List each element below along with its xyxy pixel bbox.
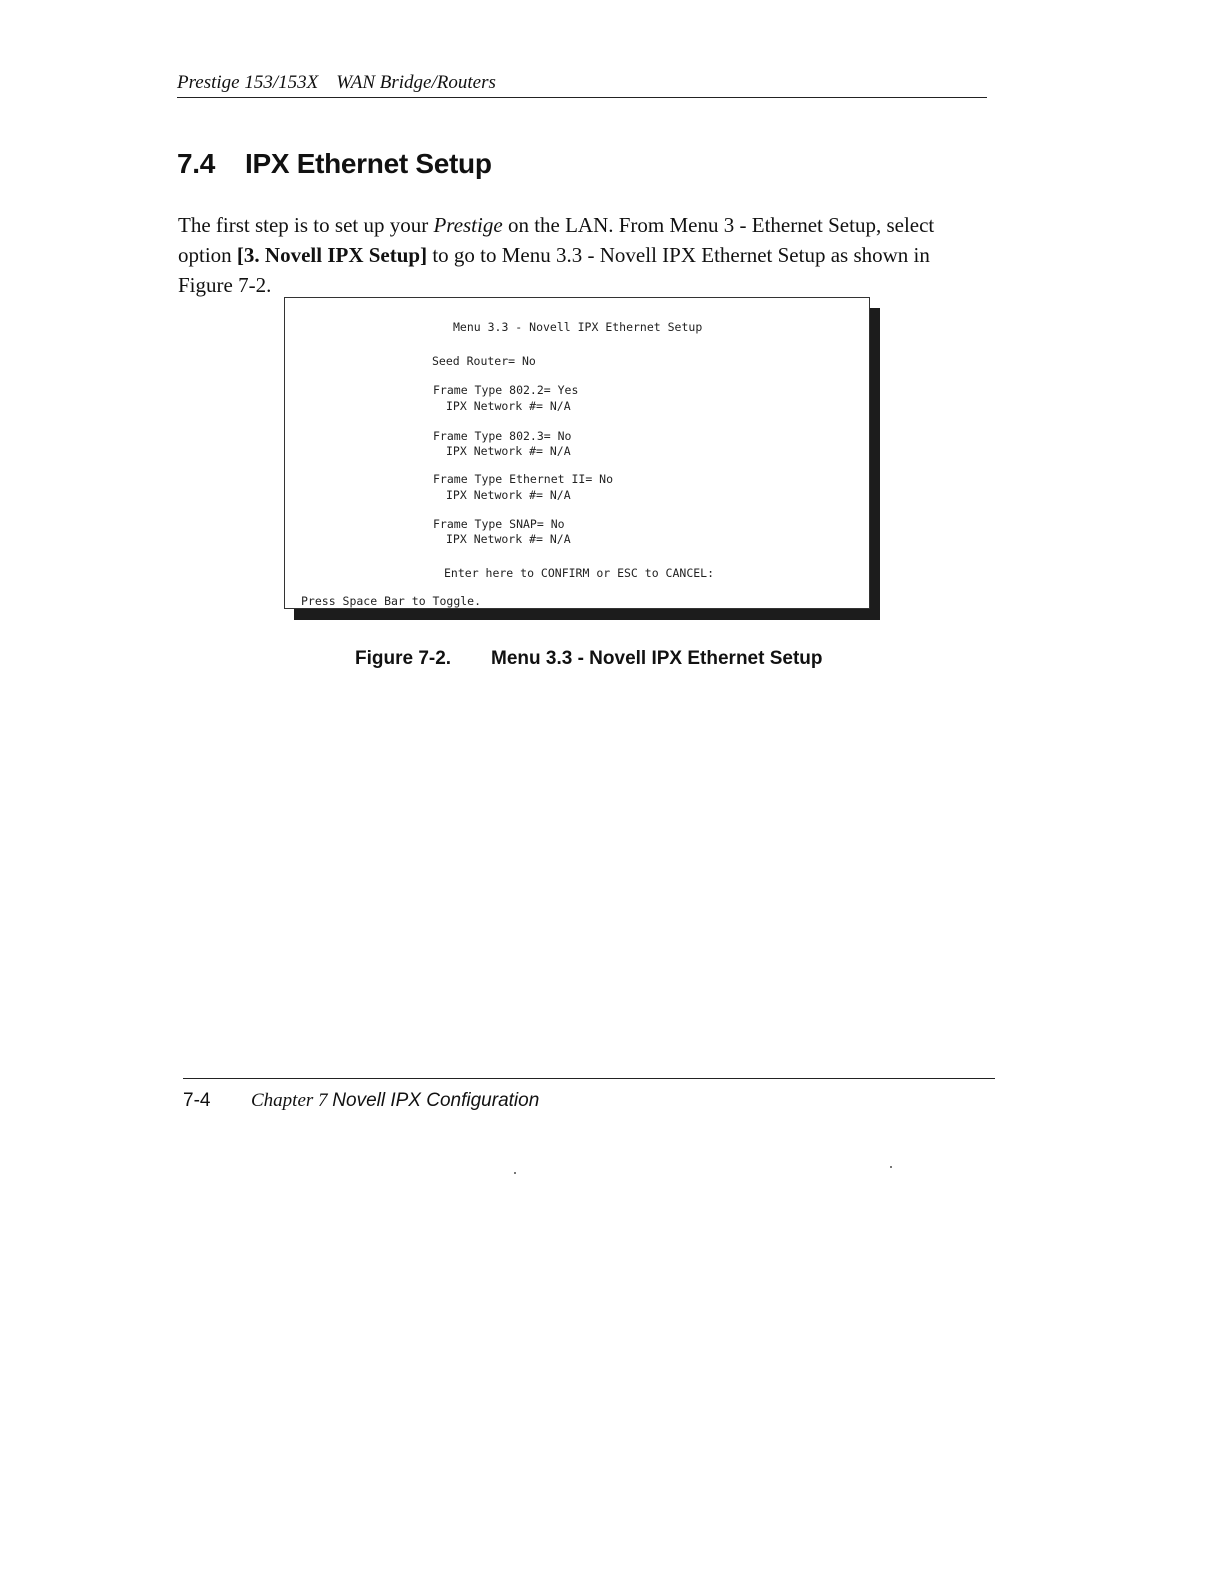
ipx-network-8022-field: IPX Network #= N/A — [446, 399, 571, 413]
menu-screen — [284, 297, 870, 609]
header-subtitle: WAN Bridge/Routers — [336, 72, 496, 93]
intro-text-3: to go to Menu 3.3 - Novell IPX Ethernet Setup as shown in Figure 7-2. — [178, 243, 930, 297]
scan-speck — [890, 1166, 892, 1168]
running-footer — [183, 1090, 539, 1112]
confirm-prompt: Enter here to CONFIRM or ESC to CANCEL: — [444, 566, 715, 580]
frame-type-ethernet-ii-field: Frame Type Ethernet II= No — [433, 472, 614, 486]
intro-text-2: on the LAN. From Menu 3 - Ethernet Setup, select option — [178, 213, 935, 267]
section-title: IPX Ethernet Setup — [245, 148, 492, 179]
frame-type-snap-field: Frame Type SNAP= No — [433, 517, 565, 531]
ipx-network-snap-field: IPX Network #= N/A — [446, 532, 571, 546]
intro-text-1: The first step is to set up your — [178, 213, 434, 237]
section-number: 7.4 — [177, 148, 216, 179]
intro-product-name: Prestige — [433, 213, 503, 237]
frame-type-8022-field: Frame Type 802.2= Yes — [433, 383, 579, 397]
section-heading — [177, 148, 492, 180]
toggle-hint: Press Space Bar to Toggle. — [301, 594, 482, 608]
seed-router-field: Seed Router= No — [432, 354, 536, 368]
intro-option-label: [3. Novell IPX Setup] — [236, 243, 428, 267]
ipx-network-ethernet-ii-field: IPX Network #= N/A — [446, 488, 571, 502]
figure-title: Menu 3.3 - Novell IPX Ethernet Setup — [491, 648, 823, 669]
footer-chapter-title: Novell IPX Configuration — [332, 1090, 540, 1111]
running-header — [177, 72, 987, 98]
frame-type-8023-field: Frame Type 802.3= No — [433, 429, 572, 443]
scan-speck — [514, 1172, 516, 1174]
page-number: 7-4 — [183, 1090, 211, 1111]
header-product: Prestige 153/153X — [177, 72, 319, 93]
intro-paragraph — [178, 210, 978, 300]
footer-rule — [183, 1078, 995, 1079]
footer-chapter: Chapter 7 — [251, 1090, 328, 1111]
figure-label: Figure 7-2. — [355, 648, 452, 669]
figure-caption — [355, 648, 823, 670]
menu-title: Menu 3.3 - Novell IPX Ethernet Setup — [453, 320, 703, 334]
ipx-network-8023-field: IPX Network #= N/A — [446, 444, 571, 458]
